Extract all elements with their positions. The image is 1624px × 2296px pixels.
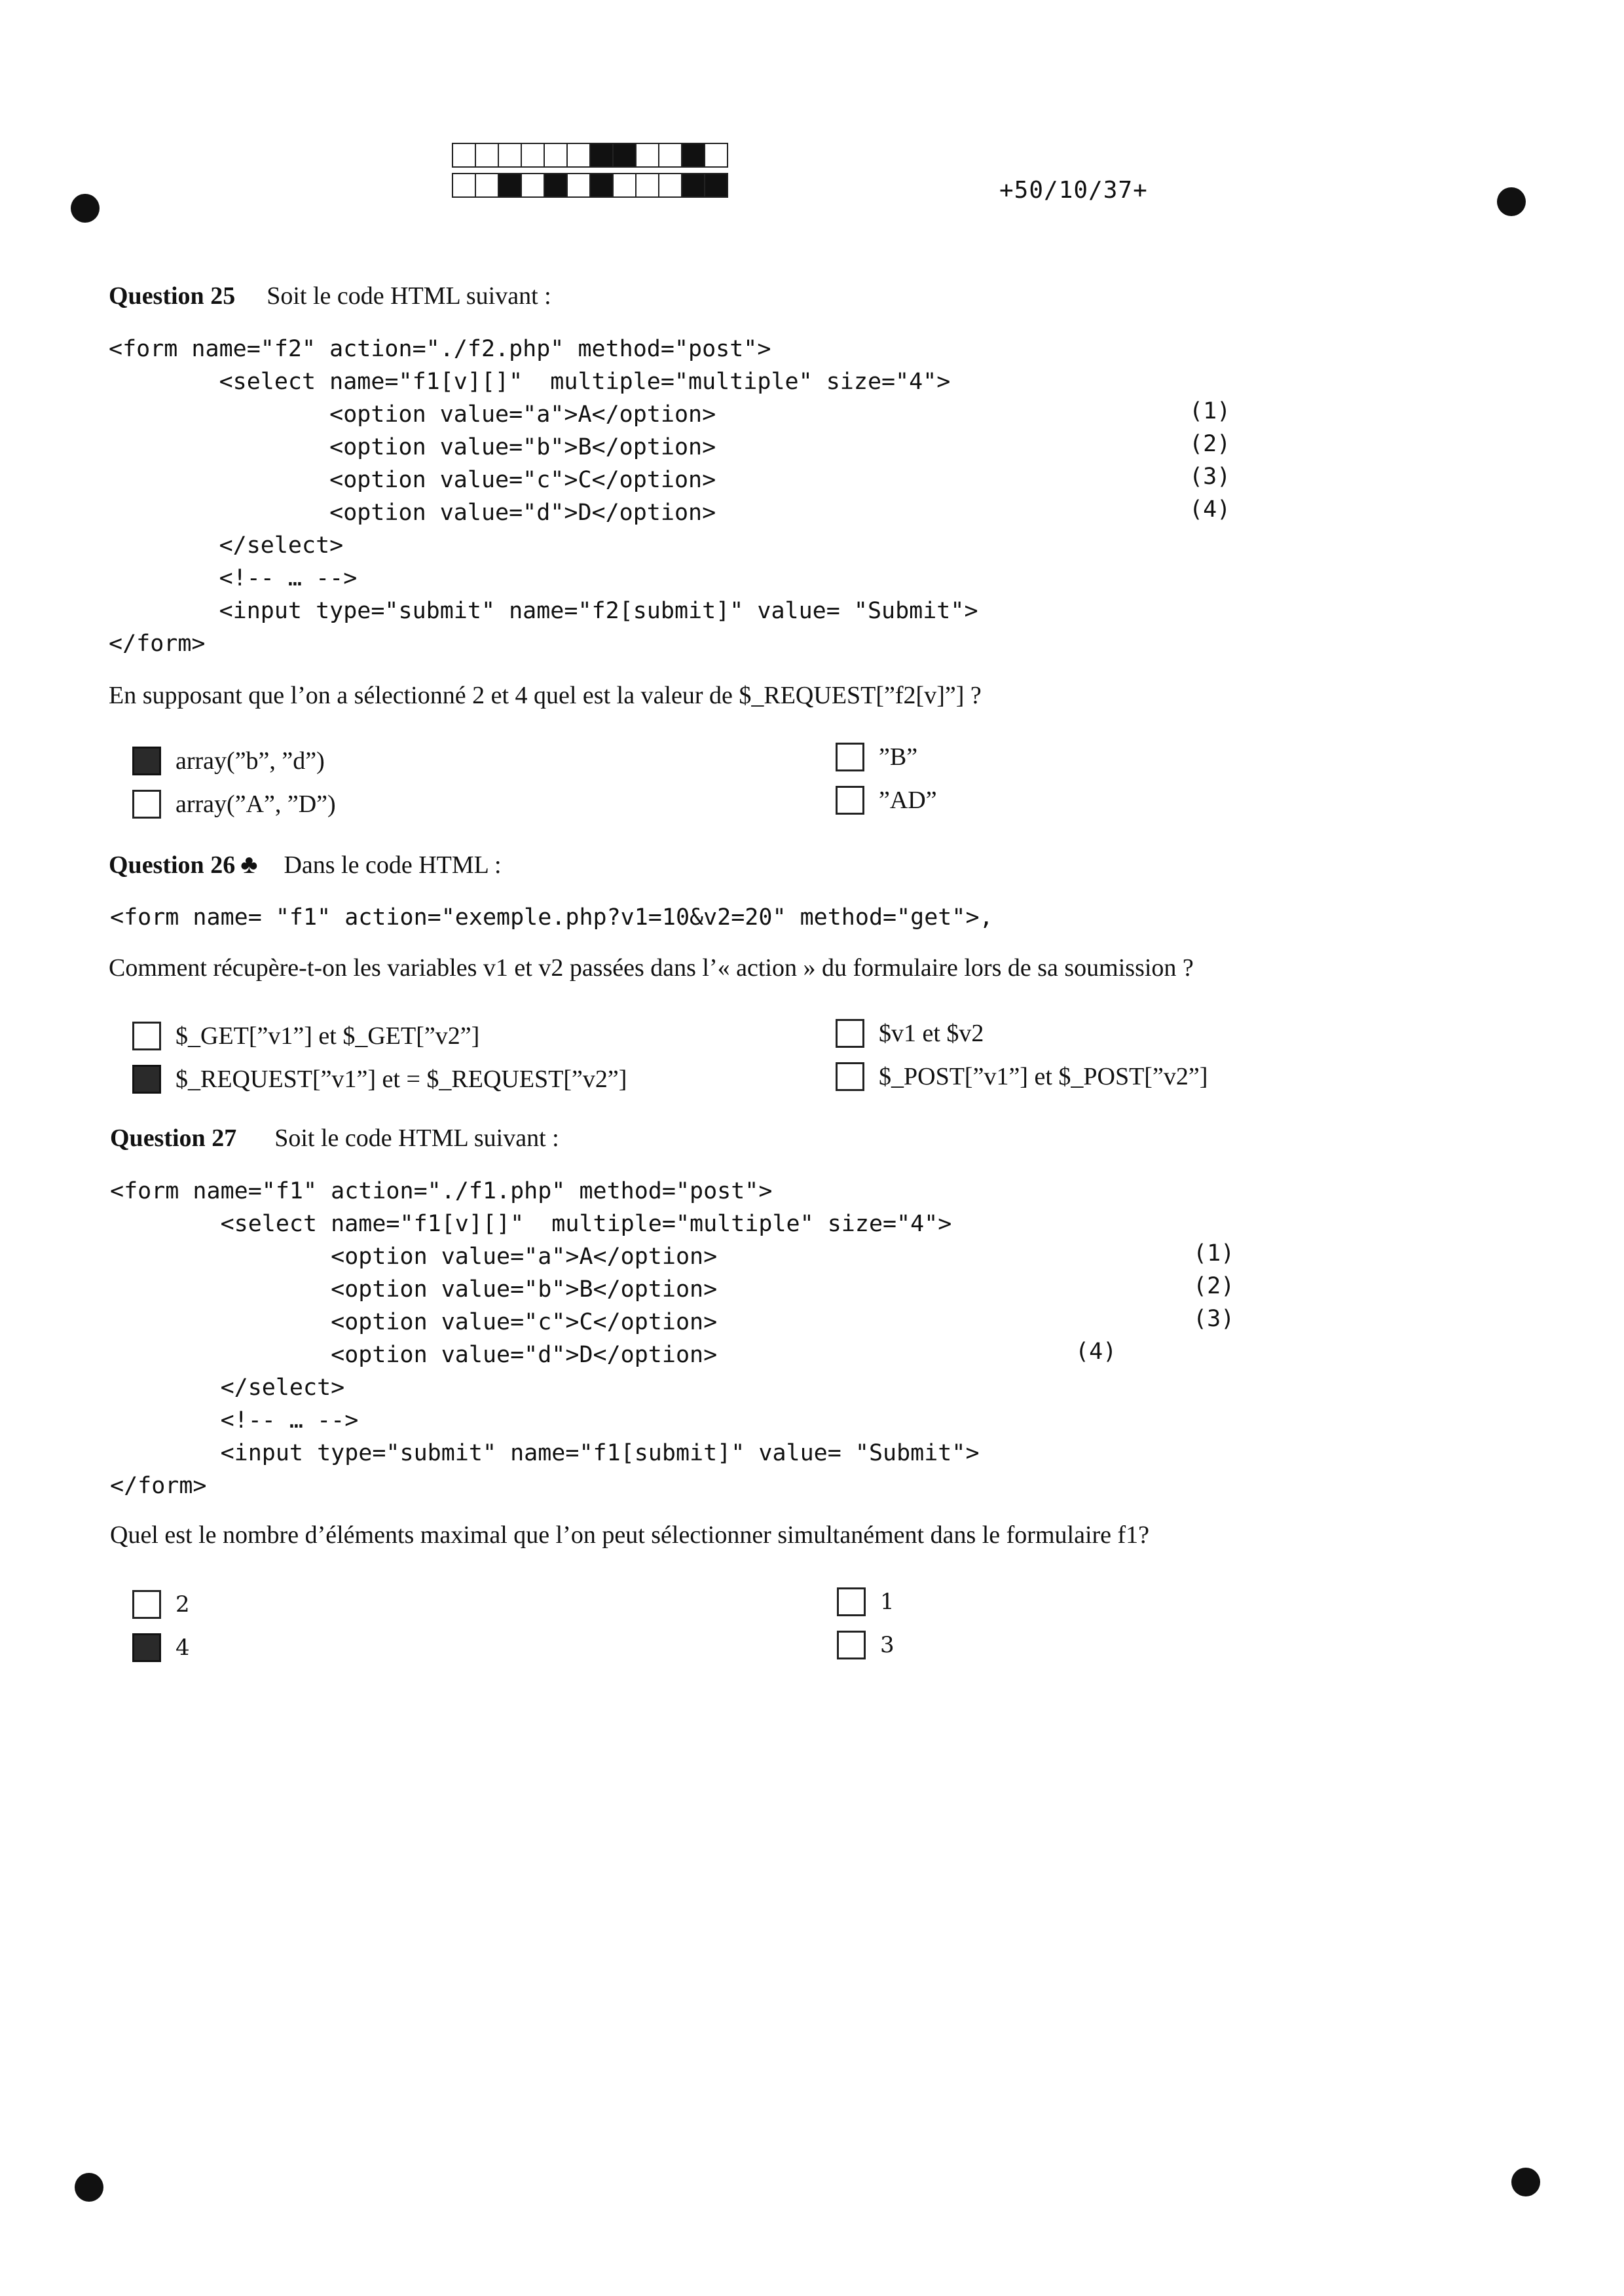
barcode-cell — [498, 173, 522, 198]
code-line: <option value="b">B</option> — [109, 434, 716, 460]
question-title: Dans le code HTML : — [284, 851, 502, 879]
code-line: <form name="f1" action="./f1.php" method="post"> — [110, 1178, 773, 1204]
q26-choice-1[interactable] — [132, 1022, 479, 1050]
checkbox[interactable] — [836, 1019, 864, 1048]
question-27-header — [110, 1124, 559, 1153]
choice-label: 1 — [880, 1589, 895, 1615]
q25-choice-4[interactable] — [836, 786, 937, 815]
q26-choice-2[interactable] — [132, 1065, 627, 1094]
sheet-id: +50/10/37+ — [999, 177, 1148, 204]
code-line: <option value="c">C</option> — [110, 1309, 718, 1335]
barcode-cell — [635, 143, 659, 168]
line-label-1: (1) — [1193, 1240, 1235, 1267]
question-26-code: <form name= "f1" action="exemple.php?v1=10&v2=20" method="get">, — [110, 904, 993, 931]
question-27-prompt: Quel est le nombre d’éléments maximal que l’on peut sélectionner simultanément dans le formulaire f1? — [110, 1521, 1150, 1549]
barcode-row-2 — [452, 173, 727, 199]
code-line: <option value="d">D</option> — [109, 500, 716, 526]
barcode-cell — [498, 143, 522, 168]
choice-label: $_POST[”v1”] et $_POST[”v2”] — [879, 1063, 1208, 1090]
barcode-cell — [566, 143, 591, 168]
barcode-cell — [452, 143, 476, 168]
checkbox[interactable] — [836, 786, 864, 815]
q26-choice-3[interactable] — [836, 1019, 984, 1048]
barcode-cell — [589, 143, 614, 168]
line-label-1: (1) — [1189, 398, 1231, 424]
checkbox[interactable] — [132, 1022, 161, 1050]
barcode-cell — [635, 173, 659, 198]
code-line: <option value="c">C</option> — [109, 467, 716, 493]
barcode-cell — [612, 173, 637, 198]
choice-label: 4 — [175, 1635, 190, 1661]
registration-mark-bottom-left — [75, 2173, 103, 2202]
code-line: </form> — [110, 1473, 207, 1499]
barcode-cell — [704, 173, 728, 198]
club-icon: ♣ — [240, 849, 258, 879]
code-line: <input type="submit" name="f2[submit]" value= "Submit"> — [109, 598, 978, 624]
line-label-4: (4) — [1075, 1339, 1117, 1365]
line-label-4: (4) — [1189, 496, 1231, 523]
q25-choice-2[interactable] — [132, 790, 336, 819]
choice-label: $v1 et $v2 — [879, 1020, 984, 1047]
checkbox[interactable] — [132, 790, 161, 819]
question-26-header — [109, 849, 502, 880]
barcode-cell — [681, 143, 705, 168]
barcode-cell — [566, 173, 591, 198]
barcode-cell — [658, 143, 682, 168]
code-line: <option value="d">D</option> — [110, 1342, 718, 1368]
barcode-cell — [475, 143, 499, 168]
q27-choice-1[interactable] — [132, 1590, 190, 1619]
question-25-prompt: En supposant que l’on a sélectionné 2 et 4 quel est la valeur de $_REQUEST[”f2[v]”] ? — [109, 682, 982, 709]
barcode-cell — [612, 143, 637, 168]
line-label-2: (2) — [1193, 1273, 1235, 1299]
checkbox[interactable] — [836, 743, 864, 771]
question-number: Question 27 — [110, 1124, 237, 1152]
barcode-row-1 — [452, 143, 727, 169]
q27-choice-4[interactable] — [837, 1631, 895, 1659]
q27-choice-3[interactable] — [837, 1587, 895, 1616]
q27-choice-2[interactable] — [132, 1633, 190, 1662]
question-title: Soit le code HTML suivant : — [267, 282, 551, 310]
q25-choice-1[interactable] — [132, 747, 325, 775]
question-number: Question 25 — [109, 282, 236, 310]
question-26-prompt: Comment récupère-t-on les variables v1 et v2 passées dans l’« action » du formulaire lors de sa soumission ? — [109, 954, 1194, 982]
code-line: <!-- … --> — [110, 1407, 359, 1434]
question-25-header — [109, 282, 551, 310]
code-line: <form name="f2" action="./f2.php" method="post"> — [109, 336, 771, 362]
choice-label: array(”b”, ”d”) — [175, 747, 325, 775]
line-label-3: (3) — [1193, 1306, 1235, 1332]
barcode-cell — [589, 173, 614, 198]
checkbox[interactable] — [132, 1590, 161, 1619]
choice-label: $_GET[”v1”] et $_GET[”v2”] — [175, 1022, 480, 1050]
question-number: Question 26 — [109, 851, 236, 879]
barcode-cell — [521, 173, 545, 198]
choice-label: ”AD” — [879, 787, 937, 814]
barcode-cell — [475, 173, 499, 198]
code-line: </form> — [109, 631, 206, 657]
code-line: <option value="b">B</option> — [110, 1276, 718, 1303]
code-line: </select> — [110, 1375, 345, 1401]
code-line: <select name="f1[v][]" multiple="multiple" size="4"> — [110, 1211, 952, 1237]
checkbox[interactable] — [132, 747, 161, 775]
barcode-cell — [658, 173, 682, 198]
choice-label: 2 — [175, 1591, 190, 1618]
code-line: <select name="f1[v][]" multiple="multiple" size="4"> — [109, 369, 951, 395]
barcode-cell — [521, 143, 545, 168]
checkbox[interactable] — [837, 1587, 866, 1616]
registration-mark-top-right — [1497, 187, 1526, 216]
choice-label: array(”A”, ”D”) — [175, 790, 336, 818]
choice-label: $_REQUEST[”v1”] et = $_REQUEST[”v2”] — [175, 1065, 627, 1093]
code-line: <input type="submit" name="f1[submit]" value= "Submit"> — [110, 1440, 980, 1466]
line-label-2: (2) — [1189, 431, 1231, 457]
question-title: Soit le code HTML suivant : — [274, 1124, 559, 1152]
choice-label: ”B” — [879, 743, 918, 771]
checkbox[interactable] — [132, 1065, 161, 1094]
code-line: </select> — [109, 532, 344, 559]
code-line: <option value="a">A</option> — [109, 401, 716, 428]
checkbox[interactable] — [836, 1062, 864, 1091]
barcode-cell — [681, 173, 705, 198]
line-label-3: (3) — [1189, 464, 1231, 490]
checkbox[interactable] — [132, 1633, 161, 1662]
checkbox[interactable] — [837, 1631, 866, 1659]
barcode-cell — [704, 143, 728, 168]
barcode-cell — [544, 143, 568, 168]
barcode-cell — [452, 173, 476, 198]
barcode-cell — [544, 173, 568, 198]
choice-label: 3 — [880, 1632, 895, 1658]
registration-mark-top-left — [71, 194, 100, 223]
q25-choice-3[interactable] — [836, 743, 917, 771]
code-line: <!-- … --> — [109, 565, 358, 591]
sheet-barcode — [452, 143, 727, 203]
registration-mark-bottom-right — [1511, 2168, 1540, 2196]
q26-choice-4[interactable] — [836, 1062, 1208, 1091]
code-line: <option value="a">A</option> — [110, 1244, 718, 1270]
